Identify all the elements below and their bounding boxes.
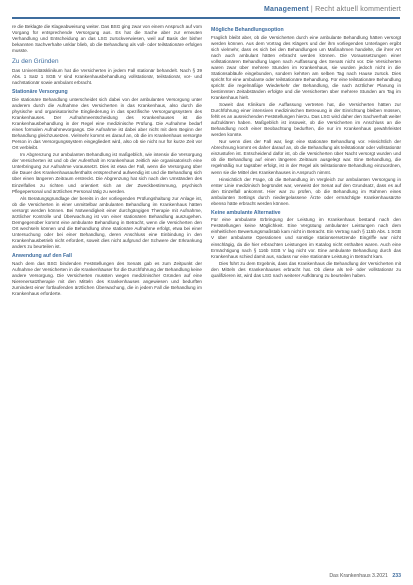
paragraph: Nur wenn dies der Fall war, liegt eine stationäre Behandlung vor. Hinsichtlich der Abrechnung kommt es daher darauf an, ob die Behandlung als teilstationär oder vollstationär einzustufen ist. Entscheidend dafür ist, ob die Versicherten über Nacht versorgt wurden und ob die Behandlung auf einen längeren Zeitraum ausgelegt war. Eine Behandlung, die regelmäßig nur tagsüber erfolgt, ist in der Regel als teilstationäre Behandlung einzuordnen, wenn sie die Mittel des Krankenhauses in Anspruch nimmt. xyxy=(211,139,401,175)
paragraph: Fraglich bleibt aber, ob die Versicherten durch eine ambulante Behandlung hätten versorgt werden können. Aus dem Vortrag des Klägers und der ihm vorliegenden Unterlagen ergibt sich vielmehr, dass es sich bei den Behandlungen um Maßnahmen handelte, die ihrer Art nach auch ambulant hätten erbracht werden können. Die Voraussetzungen einer vollstationären Behandlung lagen nach Auffassung des Senats nicht vor. Die Versicherten waren zwar über mehrere Stunden im Krankenhaus, sie wurden jedoch nicht in die Stationsabläufe eingebunden, sondern kehrten am selben Tag nach Hause zurück. Dies spricht für eine ambulante oder teilstationäre Behandlung. Für eine teilstationäre Behandlung spricht die regelmäßige Wiederkehr der Behandlung, die nach ärztlicher Planung in bestimmten Zeitabständen erfolgte und die Versicherten über mehrere Stunden am Tag im Krankenhaus hielt. xyxy=(211,34,401,100)
running-header xyxy=(264,6,401,13)
paragraph: Nach dem das BSG bindenden Feststellungen des Senats gab es zum Zeitpunkt der Aufnahme der Versicherten in die Krankenhäuser für die Durchführung der Behandlung keine andere Versorgung. Die Versicherten mussten wegen medizinischer Gründen auf eine Nierenersatztherapie mit den Mitteln des Krankenhauses angewiesen und bedurften zumindest einer fortlaufenden ärztlichen Überwachung, die in jedem Fall die Behandlung im Krankenhaus erforderte. xyxy=(12,260,202,296)
right-column xyxy=(211,24,401,280)
subheading-stationary-care: Stationäre Versorgung xyxy=(12,89,68,96)
subheading-no-ambulant-alternative: Keine ambulante Alternative xyxy=(211,209,281,216)
page-footer xyxy=(329,573,401,579)
paragraph: Soweit das Klinikum die Auffassung vertreten hat, die Versicherten hätten zur Durchführung einer intensiven medizinischen Betreuung in der Einrichtung bleiben müssen, fehlt es an ausreichenden Feststellungen hierzu. Das LSG wird daher den Sachverhalt weiter aufzuklären haben. Maßgeblich ist insoweit, ob die Versicherten im Anschluss an die Behandlung noch einer Beobachtung bedurften, die nur im Krankenhaus gewährleistet werden konnte. xyxy=(211,102,401,138)
left-column xyxy=(12,24,202,298)
header-topic: Recht aktuell kommentiert xyxy=(315,6,401,13)
paragraph: Für eine ambulante Erbringung der Leistung im Krankenhaus bestand nach den Feststellungen keine Möglichkeit. Eine Vergütung ambulanter Leistungen nach dem einheitlichen Bewertungsmaßstab kam nicht in Betracht. Ein Vertrag nach § 115b Abs. 1 SGB V über ambulante Operationen und sonstige stationsersetzende Eingriffe war nicht einschlägig, da die hier erbrachten Leistungen im Katalog nicht enthalten waren. Auch eine Ermächtigung nach § 116b SGB V lag nicht vor. Eine ambulante Behandlung durch das Krankenhaus schied damit aus, sodass nur eine stationäre Leistung in Betracht kam. xyxy=(211,217,401,259)
paragraph: Dies führt zu dem Ergebnis, dass das Krankenhaus die Behandlung der Versicherten mit den Mitteln des Krankenhauses erbracht hat. Ob diese als teil- oder vollstationär zu qualifizieren ist, wird das LSG nach weiterer Aufklärung zu beurteilen haben. xyxy=(211,260,401,278)
header-separator: | xyxy=(310,6,316,13)
paragraph: Das Universitätsklinikum hat die Versicherten in jedem Fall stationär behandelt. Nach § 39 Abs. 1 Satz 1 SGB V sind Krankenhausbehandlung vollstationär, teilstationär, vor- und nachstationär sowie ambulant erbracht. xyxy=(12,68,202,86)
paragraph: Im Abgrenzung zur ambulanten Behandlung ist maßgeblich, wie intensiv die Versorgung der Versicherten ist und ob der Aufenthalt im Krankenhaus zeitlich wie organisatorisch eine Unterbringung zur Aufnahme voraussetzt. Dies ist etwa der Fall, wenn die Versorgung über die Dauer des Krankenhausaufenthalts entsprechend aufwendig ist und die Behandlung sich über einen längeren Zeitraum erstreckt. Die Abgrenzung hat sich nach den Umständen des Einzelfalles zu richten und orientiert sich an der Zweckbestimmung, psychisch Pflegepersonal und ärztliches Personal tätig zu werden. xyxy=(12,152,202,194)
paragraph: re die Beklagte die Klageabweisung weiter. Das BSG ging zwar von einem Anspruch auf vom Vorgang für entsprechende Versorgung aus. Es hat die Sache aber zur erneuten Verhandlung und Entscheidung an das LSG zurückverwiesen, weil auf Basis der bisher bekannten Sachverhalte unklar blieb, ob die Behandlung als voll- oder teilstationäre erfolgen musste. xyxy=(12,24,202,54)
subheading-application: Anwendung auf den Fall xyxy=(12,253,72,260)
header-category: Management xyxy=(263,6,309,13)
journal-issue: 3.2021 xyxy=(372,573,388,579)
paragraph: Als Beratungsgrundlage der bereits in der vorliegenden Prüfungshaltung zur Anlage ist, ob die Versicherten in einer unmittelbar ambulanten Behandlung im Krankenhaus hätten versorgt werden können. Bei Notwendigkeit einer durchgängigen Therapie mit Aufnahme, ärztlicher Kontrolle und Überwachung ist von einer stationären Behandlung auszugehen. Demgegenüber kommt eine ambulante Behandlung in Betracht, wenn die Versicherten den Ort wechseln können und die Behandlung ohne stationäre Aufnahme erfolgt, etwa bei einer Untersuchung oder bei einer Behandlung, deren Anschluss eine Einbindung in den Krankenhausbetrieb nicht erfordert, soweit dies nicht aufgrund der Schwere der Erkrankung anders zu beurteilen ist. xyxy=(12,195,202,249)
subheading-possible-option: Mögliche Behandlungsoption xyxy=(211,27,284,33)
page-number: 233 xyxy=(392,573,401,579)
header-rule xyxy=(12,17,400,19)
journal-name: Das Krankenhaus xyxy=(329,573,371,579)
paragraph: Die stationäre Behandlung unterscheidet sich dabei von der ambulanten Versorgung unter anderem durch die Aufnahme des Versicherten in das Krankenhaus, also durch die physische und organisatorische Eingliederung in das spezifische Versorgungssystem des Krankenhauses. Der Aufnahmeentscheidung des Krankenhauses ist die Krankenhausbehandlung in der Regel eine medizinische Prüfung. Die Aufnahme bedarf eines formalen Aufnahmevorgangs. Die Aufnahme ist dabei aber nicht mit dem Beginn der Behandlung gleichzusetzen. Vielmehr kommt es darauf an, ob die im Krankenhaus versorgte Person in das Versorgungssystem eingegliedert wird, also ob sie nicht nur für kurze Zeit vor Ort verbleibt. xyxy=(12,96,202,151)
section-heading-reasons: Zu den Gründen xyxy=(12,58,59,66)
paragraph: Hinsichtlich der Frage, ob die Behandlung im Vergleich zur ambulanten Versorgung in erster Linie medizinisch begründet war, verweist der Senat auf den Grundsatz, dass es auf den Einzelfall ankommt. Hier war zu prüfen, ob die Behandlung im Rahmen eines ambulanten Settings durch niedergelassene Ärzte oder ermächtigte Krankenhausärzte ebenso hätte erbracht werden können. xyxy=(211,176,401,206)
